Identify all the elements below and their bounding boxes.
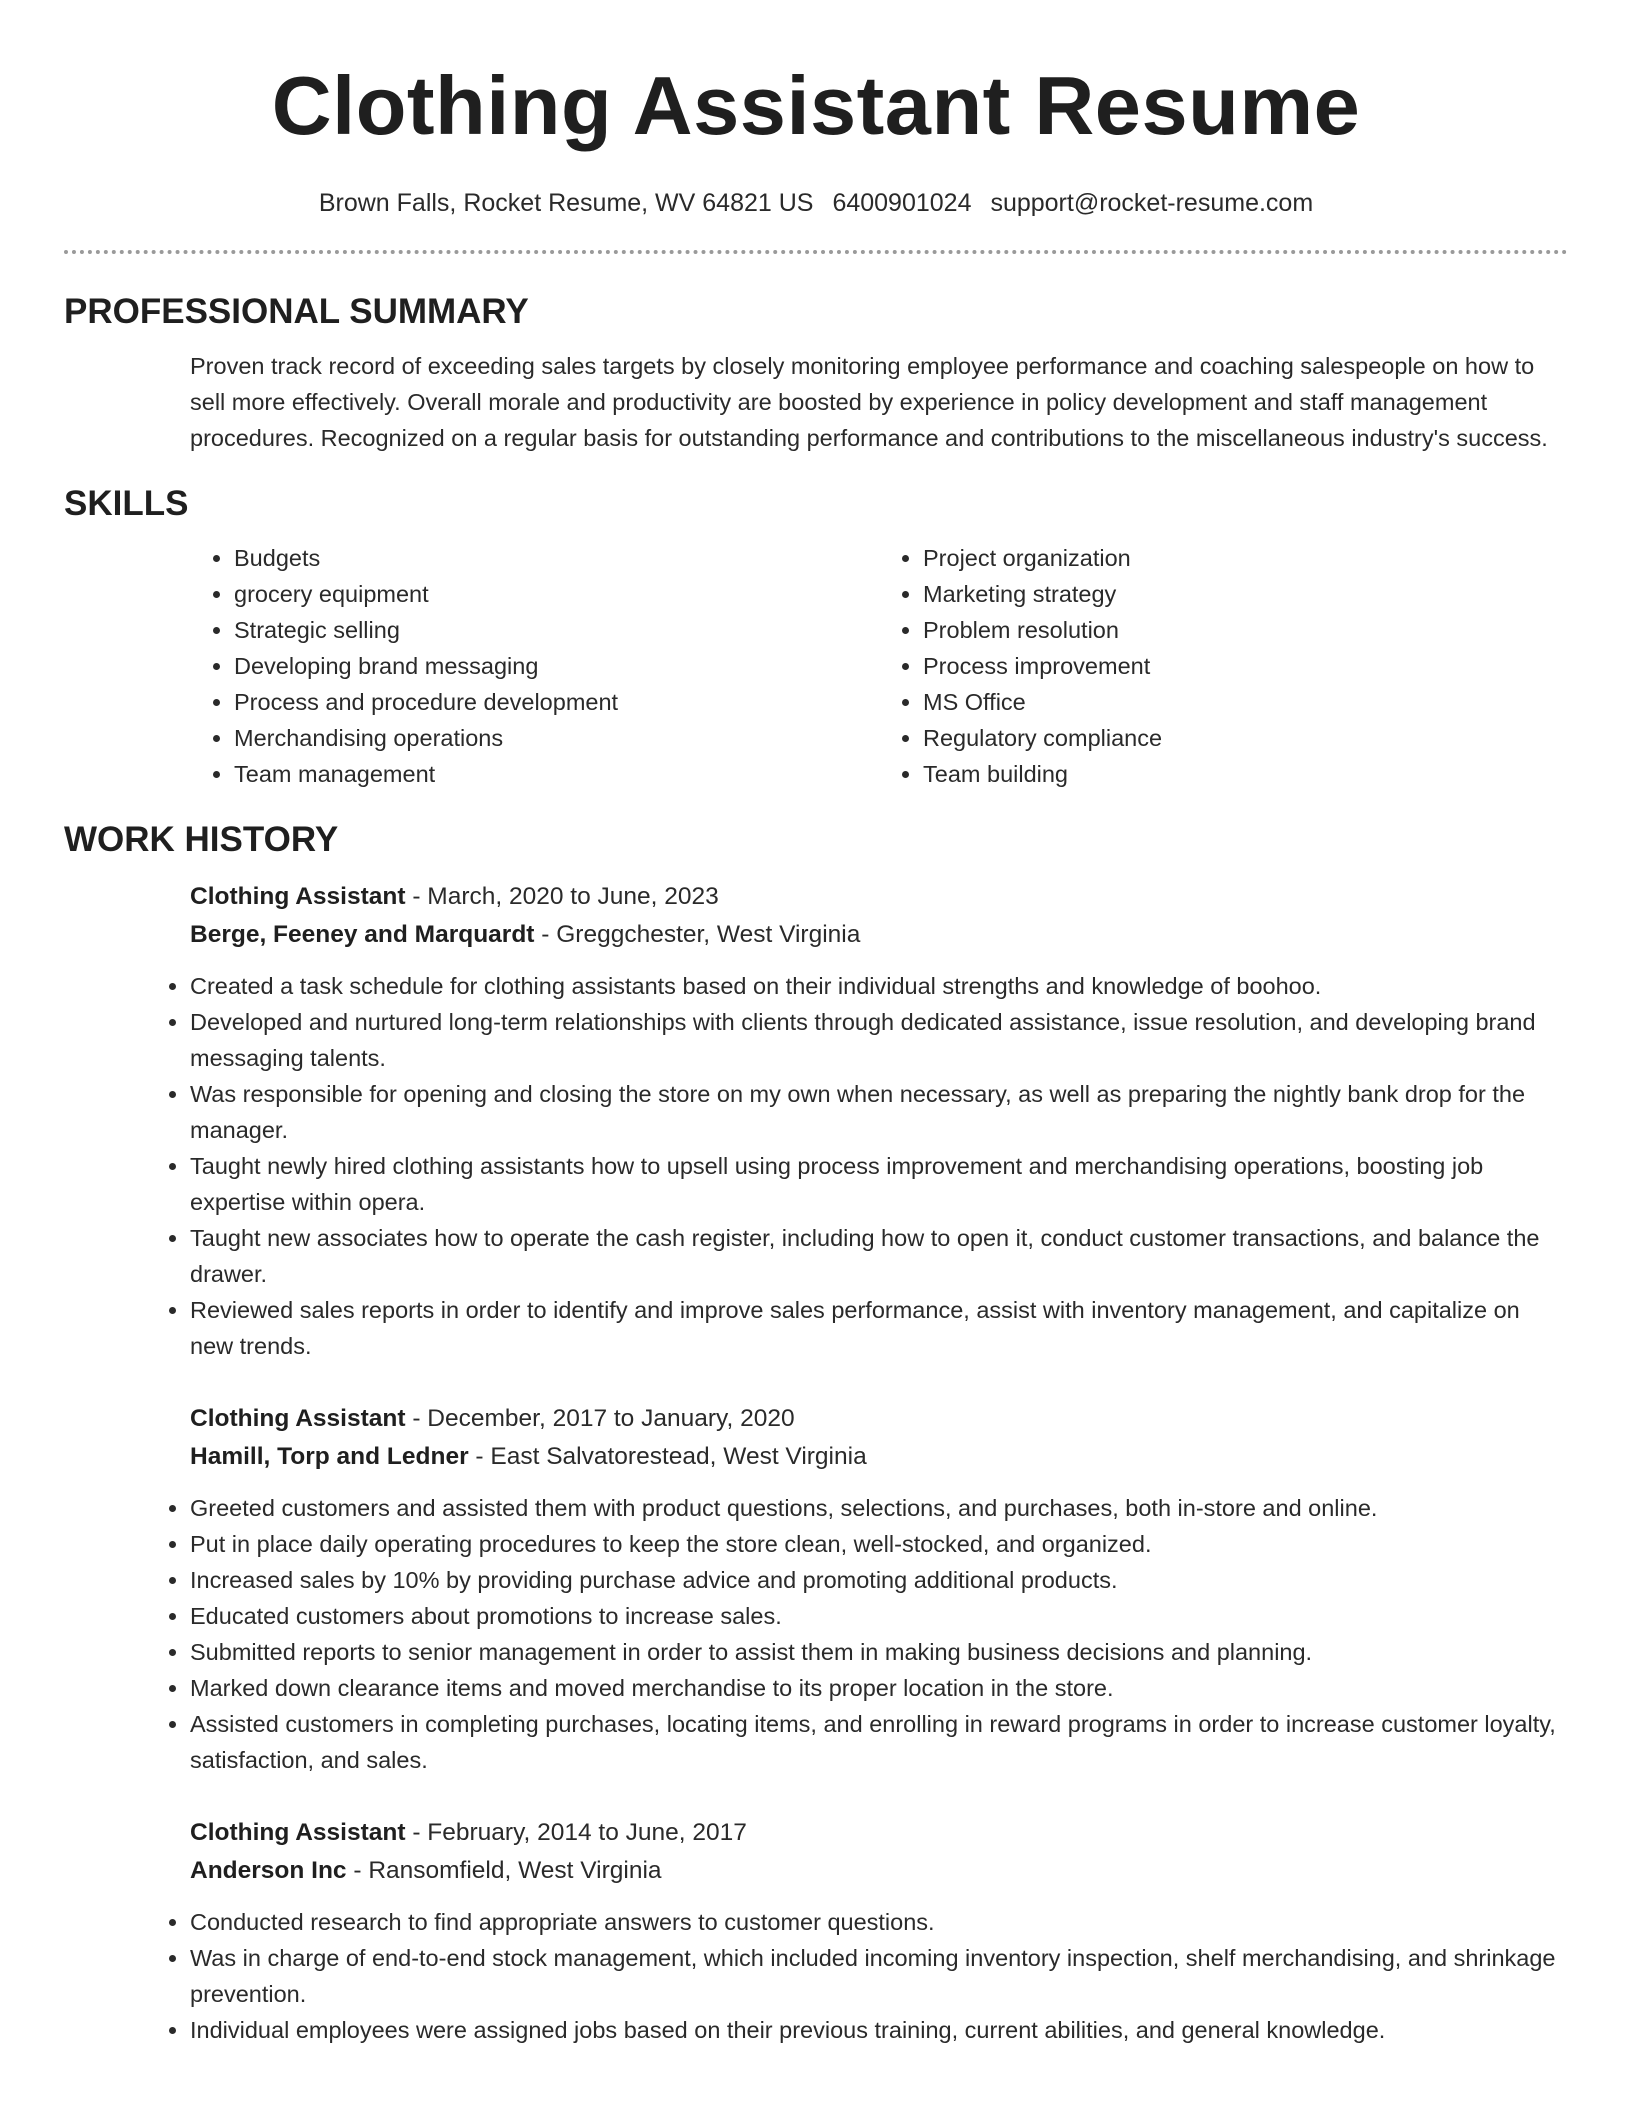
job-bullet: • Greeted customers and assisted them with product questions, selections, and purchases, both in-store and online. (190, 1490, 1568, 1526)
skills-section (64, 482, 1568, 792)
job-bullet: • Conducted research to find appropriate answers to customer questions. (190, 1904, 1568, 1940)
summary-heading: PROFESSIONAL SUMMARY (64, 292, 529, 331)
job-title: Clothing Assistant (190, 883, 406, 910)
job-bullet: • Created a task schedule for clothing assistants based on their individual strengths and knowledge of boohoo. (190, 968, 1568, 1004)
job-bullets (146, 1490, 1568, 1778)
job-company-line (190, 916, 1568, 954)
contact-phone: 6400901024 (832, 189, 972, 217)
skill-item: • MS Office (923, 684, 1568, 720)
skill-item: • Team management (234, 756, 879, 792)
skill-item: • Strategic selling (234, 612, 879, 648)
job-location: - Ransomfield, West Virginia (346, 1857, 662, 1884)
job-title-line (190, 1400, 1568, 1438)
job-title-line (190, 1814, 1568, 1852)
job-company: Hamill, Torp and Ledner (190, 1443, 469, 1470)
work-heading: WORK HISTORY (64, 820, 339, 859)
skills-list-left (190, 540, 879, 792)
skill-item: • Problem resolution (923, 612, 1568, 648)
skills-heading: SKILLS (64, 484, 189, 523)
skill-item: • Merchandising operations (234, 720, 879, 756)
job-bullet: • Taught new associates how to operate the cash register, including how to open it, conduct customer transactions, and balance the drawer. (190, 1220, 1568, 1292)
skill-item: • Project organization (923, 540, 1568, 576)
header-divider (64, 250, 1568, 254)
job-dates: - March, 2020 to June, 2023 (405, 883, 719, 910)
skill-item: • Regulatory compliance (923, 720, 1568, 756)
skill-item: • Team building (923, 756, 1568, 792)
job-bullet: • Educated customers about promotions to increase sales. (190, 1598, 1568, 1634)
contact-line (64, 186, 1568, 220)
job-company: Anderson Inc (190, 1857, 347, 1884)
job-company-line (190, 1852, 1568, 1890)
job-dates: - December, 2017 to January, 2020 (405, 1405, 795, 1432)
skill-item: • grocery equipment (234, 576, 879, 612)
page-title: Clothing Assistant Resume (271, 59, 1361, 152)
job-bullet: • Marked down clearance items and moved merchandise to its proper location in the store. (190, 1670, 1568, 1706)
resume-page (64, 0, 1568, 2084)
summary-section (64, 290, 1568, 456)
job-company-line (190, 1438, 1568, 1476)
work-section (64, 818, 1568, 2048)
skill-item: • Budgets (234, 540, 879, 576)
job-bullet: • Was responsible for opening and closing the store on my own when necessary, as well as preparing the nightly bank drop for the manager. (190, 1076, 1568, 1148)
job-location: - East Salvatorestead, West Virginia (468, 1443, 867, 1470)
job-bullet: • Put in place daily operating procedures to keep the store clean, well-stocked, and organized. (190, 1526, 1568, 1562)
job-entry (190, 1400, 1568, 1778)
job-title: Clothing Assistant (190, 1819, 406, 1846)
job-dates: - February, 2014 to June, 2017 (405, 1819, 747, 1846)
job-entry (190, 1814, 1568, 2048)
contact-email: support@rocket-resume.com (990, 189, 1314, 217)
skill-item: • Process and procedure development (234, 684, 879, 720)
job-bullets (146, 1904, 1568, 2048)
job-bullet: • Was in charge of end-to-end stock management, which included incoming inventory inspection, shelf merchandising, and shrinkage prevention. (190, 1940, 1568, 2012)
skill-item: • Process improvement (923, 648, 1568, 684)
job-company: Berge, Feeney and Marquardt (190, 921, 535, 948)
job-title: Clothing Assistant (190, 1405, 406, 1432)
skill-item: • Developing brand messaging (234, 648, 879, 684)
job-bullet: • Individual employees were assigned jobs based on their previous training, current abilities, and general knowledge. (190, 2012, 1568, 2048)
job-bullet: • Increased sales by 10% by providing purchase advice and promoting additional products. (190, 1562, 1568, 1598)
skill-item: • Marketing strategy (923, 576, 1568, 612)
job-title-line (190, 878, 1568, 916)
job-bullet: • Submitted reports to senior management in order to assist them in making business decisions and planning. (190, 1634, 1568, 1670)
job-entry (190, 878, 1568, 1364)
job-bullet: • Taught newly hired clothing assistants how to upsell using process improvement and merchandising operations, boosting job expertise within opera. (190, 1148, 1568, 1220)
skills-list-right (879, 540, 1568, 792)
summary-text: Proven track record of exceeding sales targets by closely monitoring employee performance and coaching salespeople on how to sell more effectively. Overall morale and productivity are boosted by experience in policy development and staff management procedures. Recognized on a regular basis for outstanding performance and contributions to the miscellaneous industry's success. (190, 353, 1548, 451)
job-bullet: • Developed and nurtured long-term relationships with clients through dedicated assistance, issue resolution, and developing brand messaging talents. (190, 1004, 1568, 1076)
job-bullet: • Reviewed sales reports in order to identify and improve sales performance, assist with inventory management, and capitalize on new trends. (190, 1292, 1568, 1364)
job-bullets (146, 968, 1568, 1364)
job-bullet: • Assisted customers in completing purchases, locating items, and enrolling in reward programs in order to increase customer loyalty, satisfaction, and sales. (190, 1706, 1568, 1778)
contact-address: Brown Falls, Rocket Resume, WV 64821 US (318, 189, 814, 217)
job-location: - Greggchester, West Virginia (534, 921, 861, 948)
